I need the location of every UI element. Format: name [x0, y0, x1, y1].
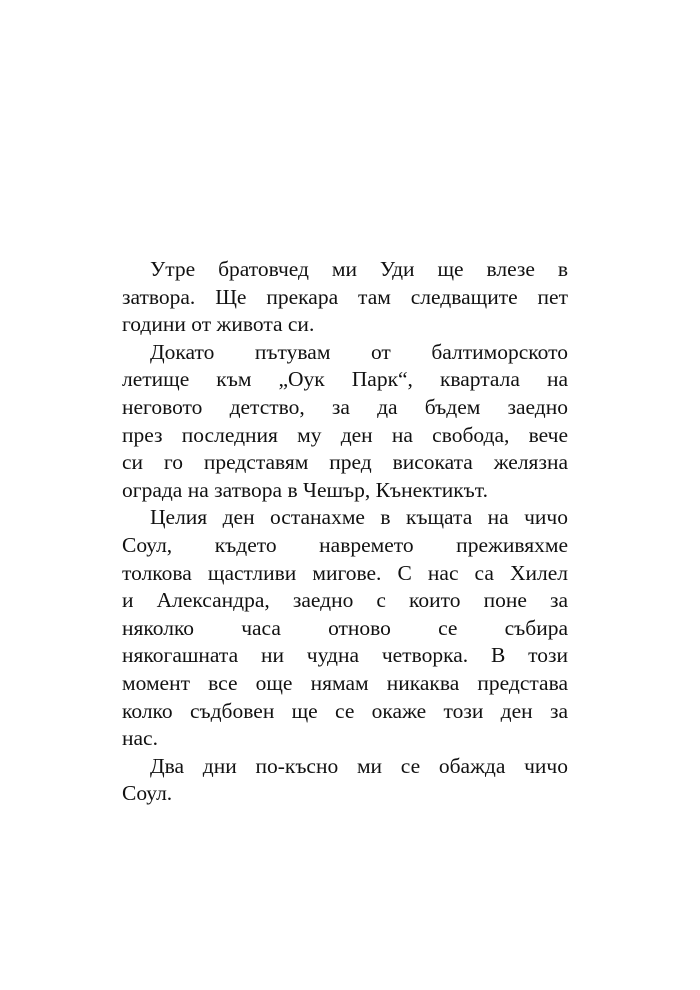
- text-line: години от живота си.: [122, 312, 315, 337]
- text-line: някогашната ни чудна четворка. В този: [122, 643, 568, 668]
- text-line: нас.: [122, 726, 158, 751]
- paragraph-3: [122, 504, 568, 752]
- text-line: няколко часа отново се събира: [122, 615, 568, 640]
- text-line: Целия ден останахме в къщата на чичо: [150, 505, 568, 530]
- text-line: Утре братовчед ми Уди ще влезе в: [150, 257, 568, 281]
- text-line: Соул.: [122, 781, 173, 806]
- text-line: през последния му ден на свобода, вече: [122, 422, 568, 447]
- text-line: Докато пътувам от балтиморското: [150, 339, 568, 364]
- text-line: толкова щастливи мигове. С нас са Хилел: [122, 560, 568, 585]
- text-line: момент все още нямам никаква представа: [122, 670, 568, 695]
- text-line: си го представям пред високата желязна: [122, 450, 568, 475]
- text-line: и Александра, заедно с които поне за: [122, 588, 568, 613]
- text-line: Два дни по-късно ми се обажда чичо: [150, 753, 568, 778]
- body-text: [122, 256, 568, 808]
- paragraph-4: [122, 753, 568, 808]
- paragraph-1: [122, 256, 568, 339]
- text-line: Соул, където навремето преживяхме: [122, 532, 568, 557]
- paragraph-2: [122, 339, 568, 505]
- text-line: ограда на затвора в Чешър, Кънектикът.: [122, 477, 488, 502]
- text-line: летище към „Оук Парк“, квартала на: [122, 367, 568, 392]
- text-line: неговото детство, за да бъдем заедно: [122, 394, 568, 419]
- text-line: колко съдбовен ще се окаже този ден за: [122, 698, 568, 723]
- text-line: затвора. Ще прекара там следващите пет: [122, 284, 568, 309]
